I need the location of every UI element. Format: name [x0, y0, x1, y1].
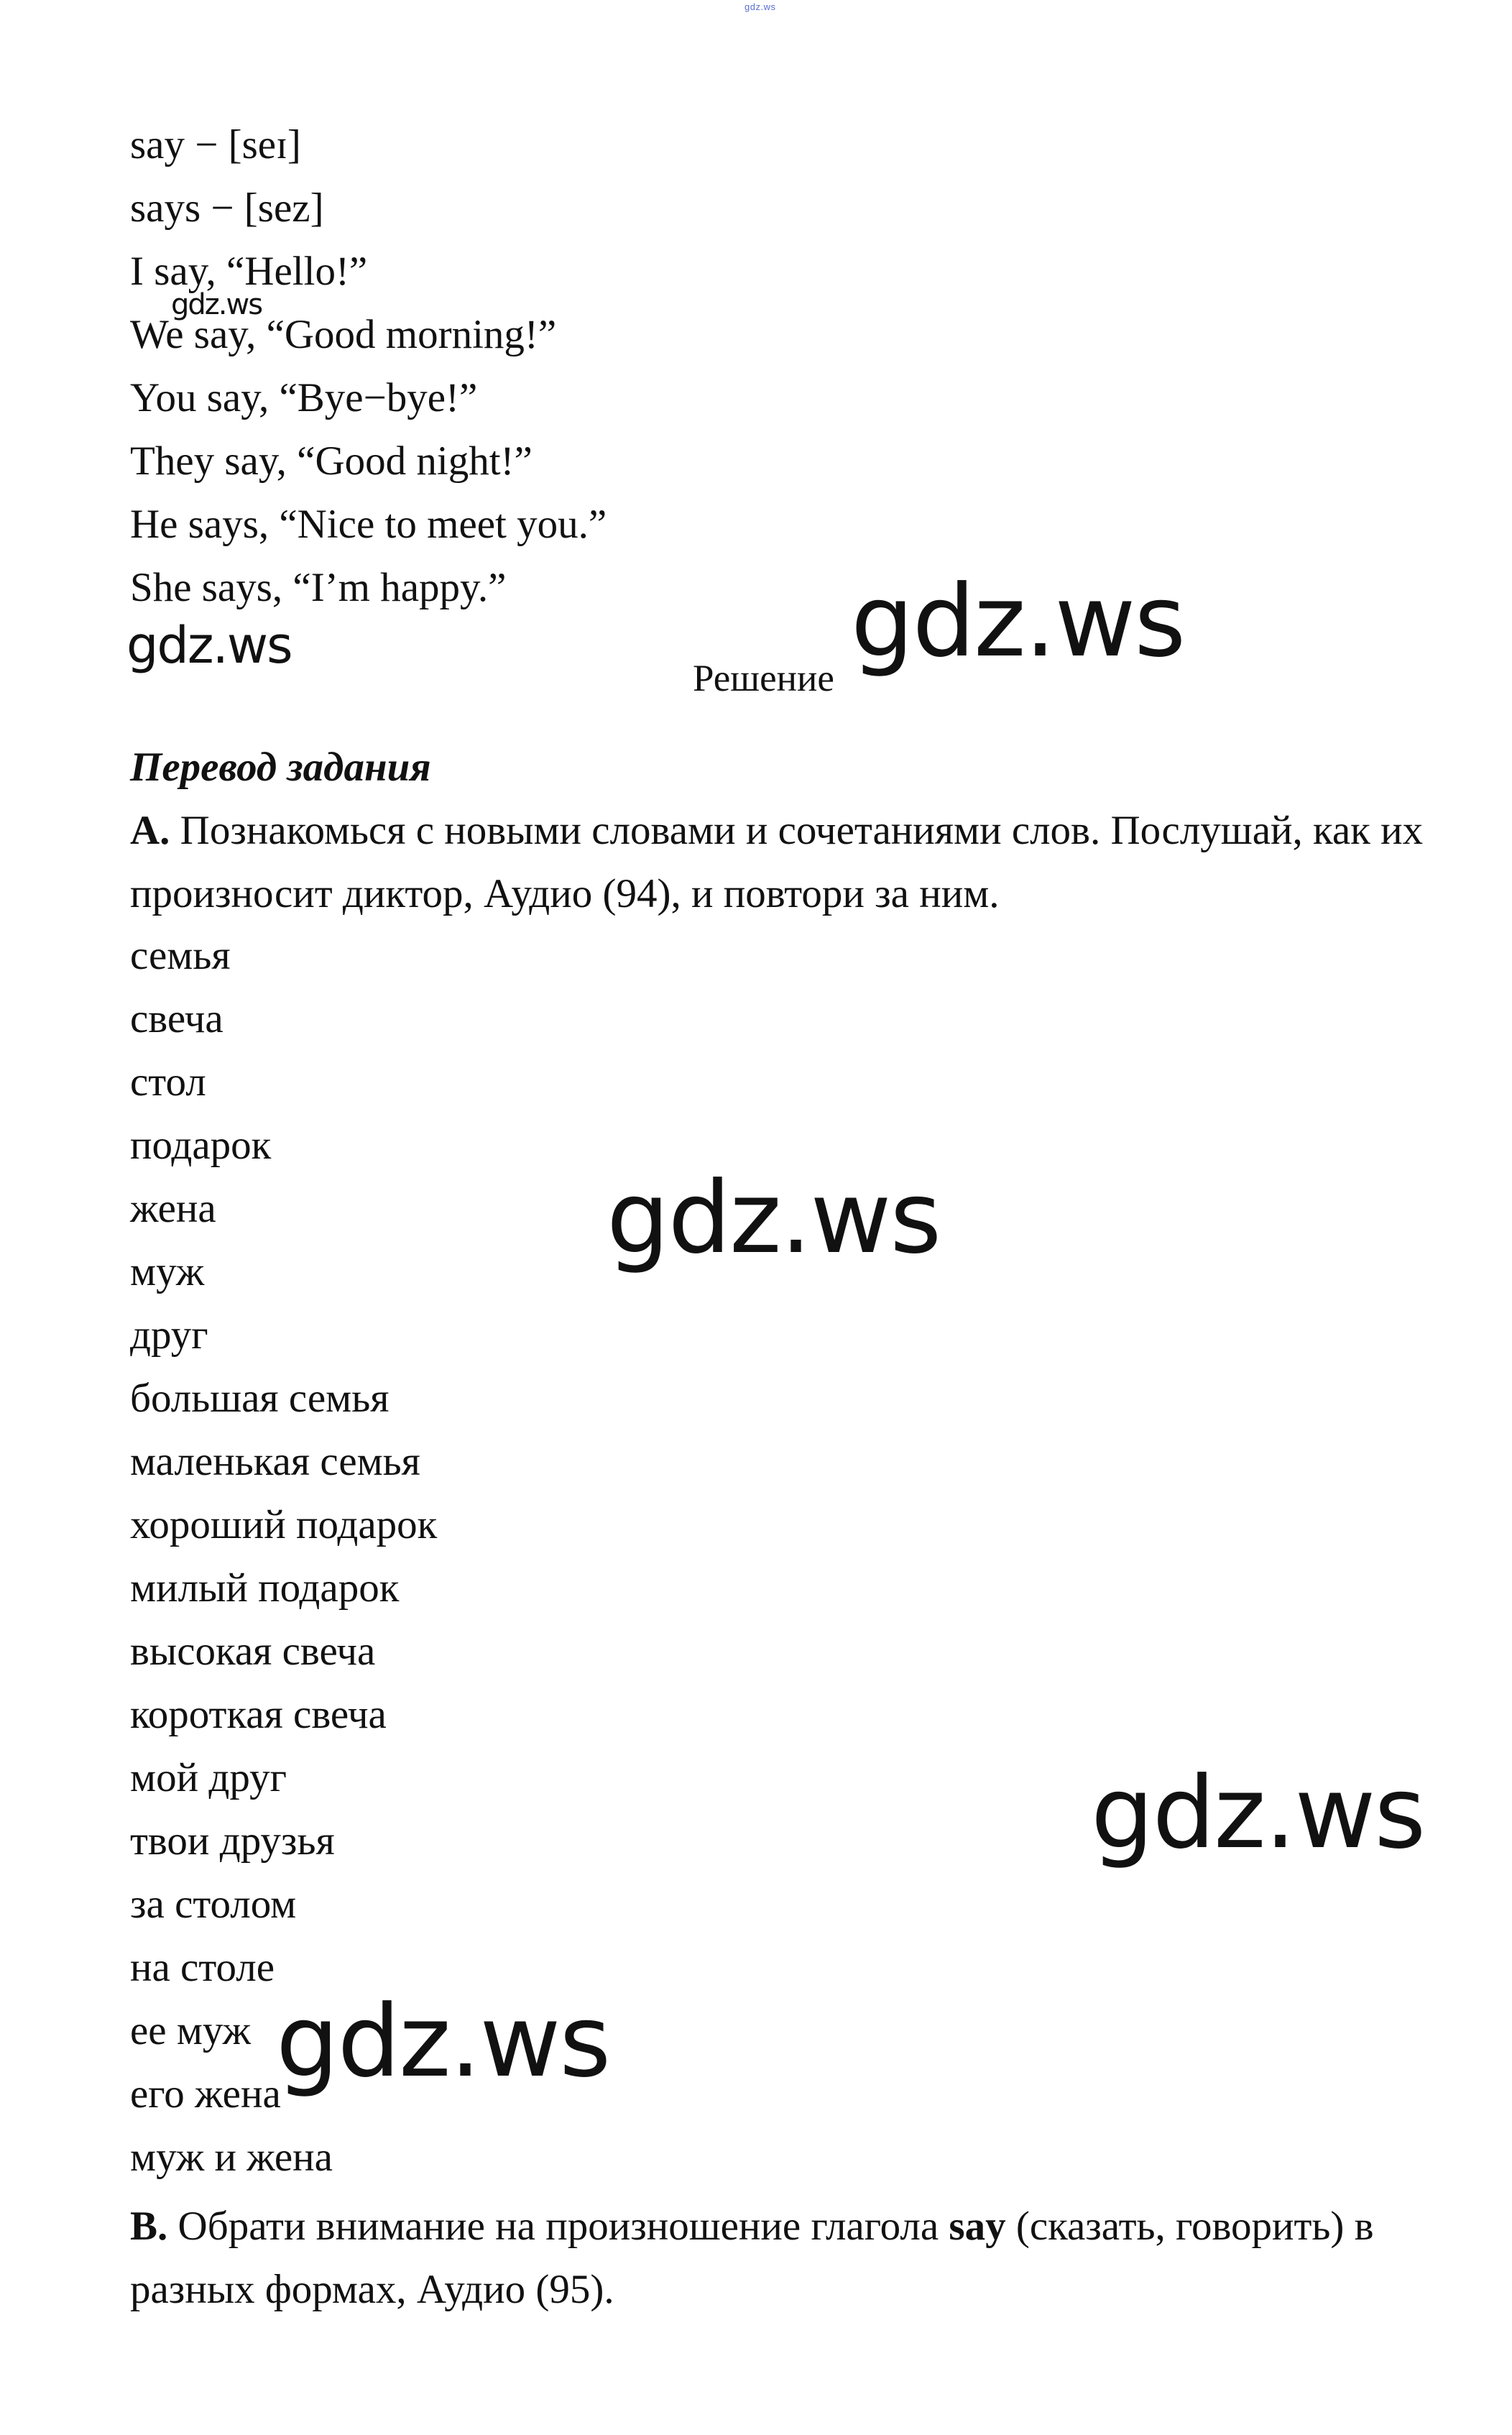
task-b-text-after: (сказать, говорить) в разных формах, Аудио (95).	[130, 2204, 1374, 2312]
word-list-item: маленькая семья	[130, 1439, 420, 1484]
word-list-item: большая семья	[130, 1376, 389, 1421]
watermark-big: gdz.ws	[607, 1160, 941, 1276]
example-line: He says, “Nice to meet you.”	[130, 502, 607, 547]
word-list-item: милый подарок	[130, 1565, 400, 1611]
watermark-big: gdz.ws	[851, 563, 1185, 679]
word-list-item: на столе	[130, 1945, 275, 1990]
task-b-paragraph	[130, 2195, 1424, 2321]
word-list-item: друг	[130, 1312, 208, 1358]
example-line: She says, “I’m happy.”	[130, 565, 507, 610]
word-list-item: короткая свеча	[130, 1692, 387, 1737]
task-a-text: Познакомься с новыми словами и сочетаниями слов. Послушай, как их произносит диктор, Аудио (94), и повтори за ним.	[130, 808, 1424, 916]
word-list-item: подарок	[130, 1123, 272, 1168]
watermark-big: gdz.ws	[1091, 1755, 1425, 1871]
word-list-item: жена	[130, 1186, 216, 1231]
watermark-small: gdz.ws	[171, 288, 262, 321]
solution-label: Решение	[693, 658, 834, 699]
word-list-item: муж и жена	[130, 2135, 333, 2180]
word-list-item: твои друзья	[130, 1818, 335, 1864]
example-line: They say, “Good night!”	[130, 438, 533, 484]
word-list-item: хороший подарок	[130, 1502, 438, 1547]
word-list-item: стол	[130, 1059, 206, 1105]
task-a-paragraph	[130, 799, 1424, 926]
example-line: You say, “Bye−bye!”	[130, 375, 478, 420]
example-line: says − [sez]	[130, 185, 324, 231]
word-list-item: за столом	[130, 1882, 297, 1927]
word-list-item: высокая свеча	[130, 1629, 376, 1674]
task-a-letter: A.	[130, 808, 170, 853]
task-b-text-before: Обрати внимание на произношение глагола	[178, 2204, 939, 2249]
example-line: We say, “Good morning!”	[130, 312, 557, 357]
example-line: I say, “Hello!”	[130, 249, 368, 294]
word-list-item: свеча	[130, 996, 223, 1041]
translation-heading: Перевод задания	[130, 745, 431, 790]
task-b-keyword: say	[949, 2204, 1006, 2249]
watermark-mid: gdz.ws	[126, 616, 292, 675]
word-list-item: семья	[130, 933, 231, 978]
word-list-item: муж	[130, 1249, 205, 1294]
example-line: say − [seɪ]	[130, 122, 301, 167]
task-b-letter: B.	[130, 2204, 168, 2249]
watermark-big: gdz.ws	[276, 1984, 610, 2099]
header-watermark: gdz.ws	[745, 1, 776, 12]
word-list-item: мой друг	[130, 1755, 287, 1800]
word-list-item: его жена	[130, 2071, 281, 2117]
word-list-item: ее муж	[130, 2008, 252, 2053]
